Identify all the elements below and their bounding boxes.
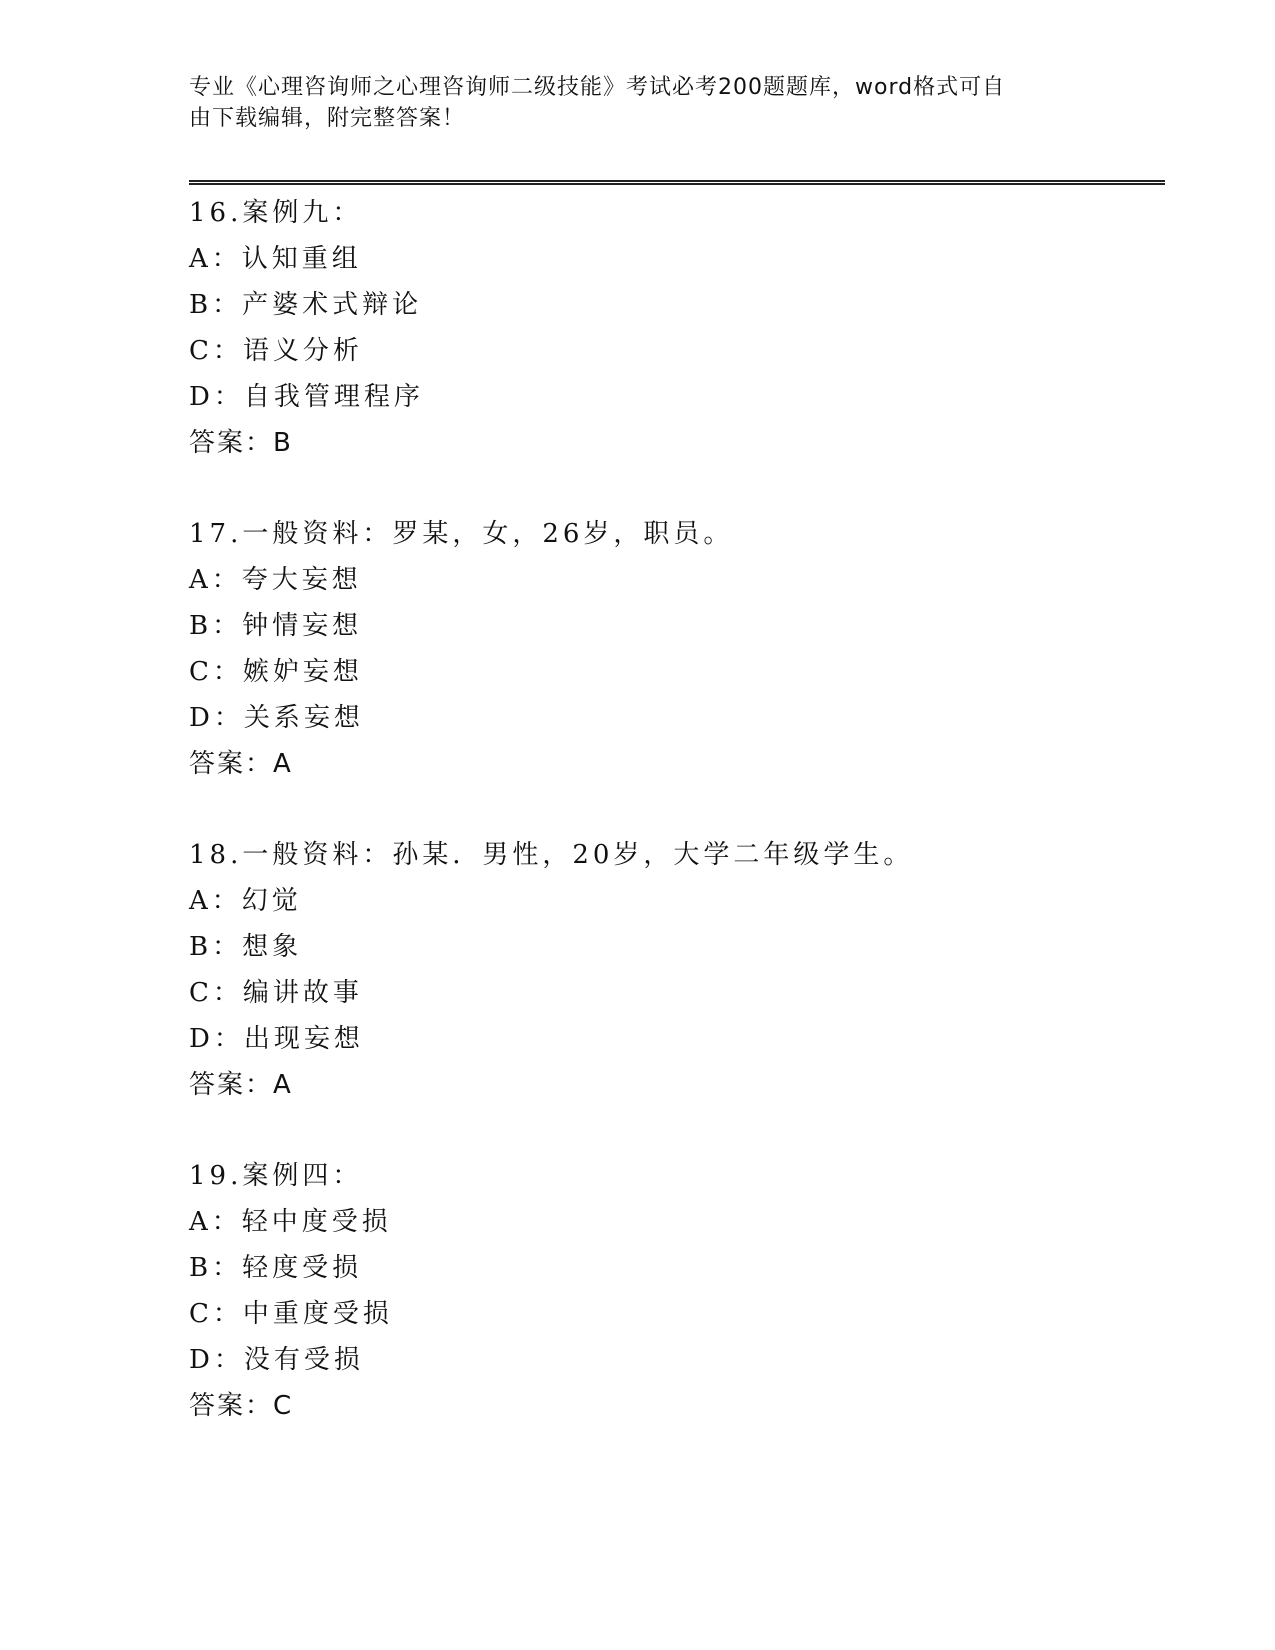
answer-line: 答案：B <box>189 428 293 458</box>
question-16 <box>189 190 1149 466</box>
option-d: D：自我管理程序 <box>189 382 424 412</box>
option-b: B：产婆术式辩论 <box>189 290 423 320</box>
option-c: C：编讲故事 <box>189 978 363 1008</box>
option-a: A：夸大妄想 <box>189 565 362 595</box>
option-d: D：出现妄想 <box>189 1024 364 1054</box>
option-c: C：中重度受损 <box>189 1299 393 1329</box>
question-stem: 17.一般资料：罗某，女，26岁，职员。 <box>189 519 734 549</box>
answer-line: 答案：A <box>189 749 293 779</box>
header-line-2: 由下载编辑，附完整答案！ <box>189 106 466 131</box>
document-header <box>189 72 1069 134</box>
question-stem: 18.一般资料：孙某．男性，20岁，大学二年级学生。 <box>189 840 914 870</box>
header-line-1: 专业《心理咨询师之心理咨询师二级技能》考试必考200题题库，word格式可自 <box>189 75 1006 100</box>
question-17 <box>189 511 1149 787</box>
option-c: C：语义分析 <box>189 336 363 366</box>
option-a: A：认知重组 <box>189 244 362 274</box>
header-divider <box>189 180 1165 185</box>
question-stem: 19.案例四： <box>189 1161 363 1191</box>
question-18 <box>189 832 1149 1108</box>
option-b: B：轻度受损 <box>189 1253 363 1283</box>
option-a: A：轻中度受损 <box>189 1207 392 1237</box>
question-stem: 16.案例九： <box>189 198 363 228</box>
option-b: B：想象 <box>189 932 303 962</box>
answer-line: 答案：A <box>189 1070 293 1100</box>
option-a: A：幻觉 <box>189 886 302 916</box>
option-b: B：钟情妄想 <box>189 611 363 641</box>
question-19 <box>189 1153 1149 1429</box>
option-d: D：关系妄想 <box>189 703 364 733</box>
answer-line: 答案：C <box>189 1391 294 1421</box>
question-list <box>189 190 1149 1474</box>
option-c: C：嫉妒妄想 <box>189 657 363 687</box>
option-d: D：没有受损 <box>189 1345 364 1375</box>
